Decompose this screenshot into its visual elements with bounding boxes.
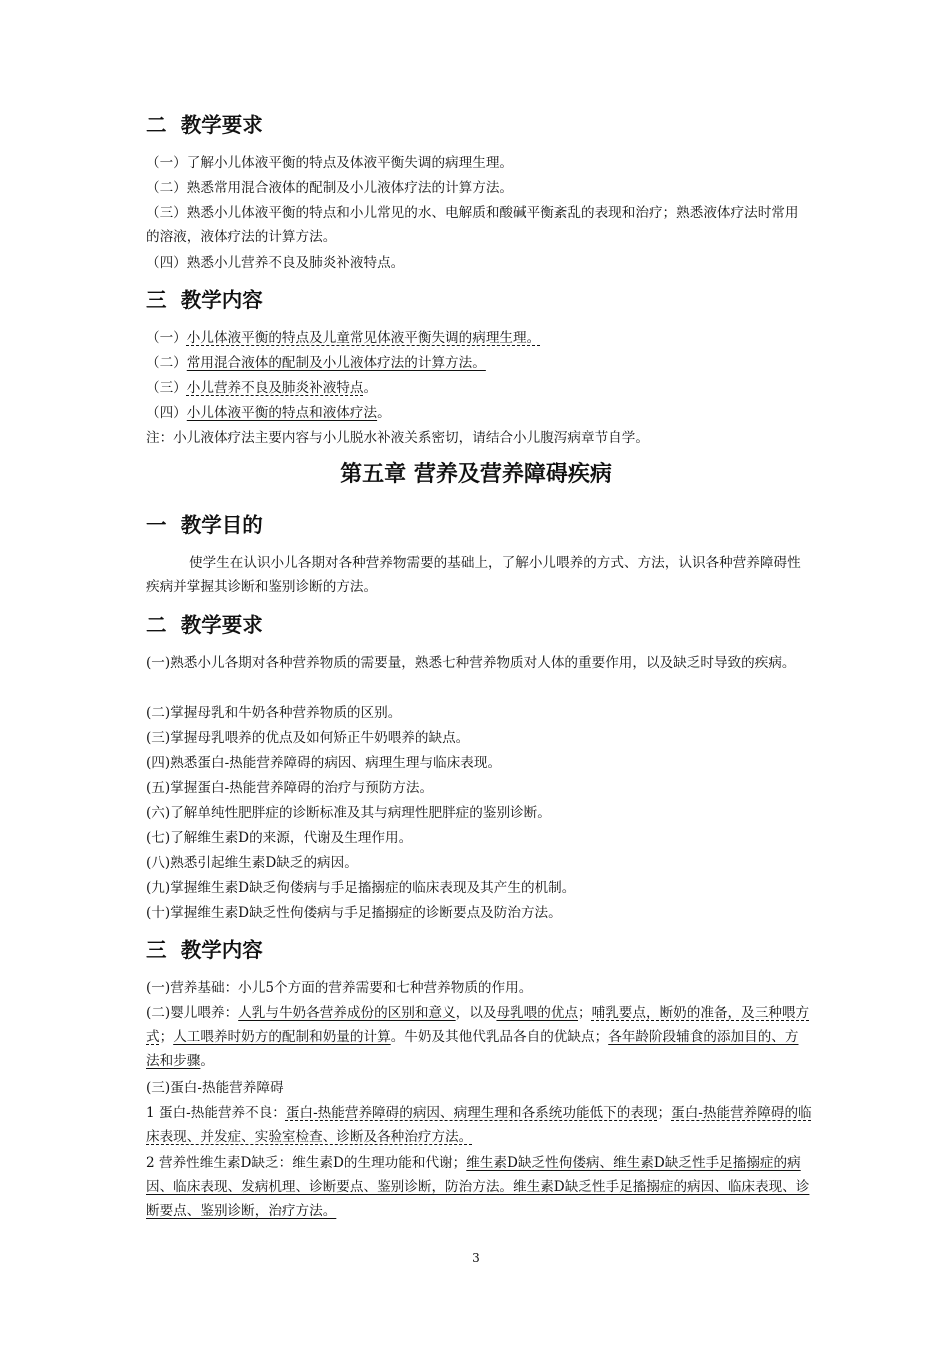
list-item: （一）小儿体液平衡的特点及儿童常见体液平衡失调的病理生理。 xyxy=(146,330,541,346)
list-item: (八)熟悉引起维生素D缺乏的病因。 xyxy=(146,855,358,871)
page-number: 3 xyxy=(472,1251,480,1265)
list-item: （三）小儿营养不良及肺炎补液特点。 xyxy=(146,380,378,396)
list-item: 2 营养性维生素D缺乏：维生素D的生理功能和代谢；维生素D缺乏性佝偻病、维生素D缺乏性手足搐搦症的病因、临床表现、发病机理、诊断要点、鉴别诊断，防治方法。维生素D缺乏性手足搐搦症的病因、临床表现、诊断要点、鉴别诊断，治疗方法。 xyxy=(146,1155,810,1219)
list-item: （二）熟悉常用混合液体的配制及小儿液体疗法的计算方法。 xyxy=(146,180,514,196)
list-item: （二）常用混合液体的配制及小儿液体疗法的计算方法。 xyxy=(146,355,486,371)
list-item: (一)熟悉小儿各期对各种营养物质的需要量，熟悉七种营养物质对人体的重要作用，以及缺乏时导致的疾病。 xyxy=(146,655,796,671)
chapter-title: 第五章 营养及营养障碍疾病 xyxy=(340,462,612,487)
section-heading-requirements: 二 教学要求 xyxy=(146,613,263,637)
list-item: （三）熟悉小儿体液平衡的特点和小儿常见的水、电解质和酸碱平衡紊乱的表现和治疗；熟悉液体疗法时常用的溶液，液体疗法的计算方法。 xyxy=(146,205,799,245)
list-item: （四）熟悉小儿营养不良及肺炎补液特点。 xyxy=(146,255,405,271)
list-item: (二)掌握母乳和牛奶各种营养物质的区别。 xyxy=(146,705,402,721)
list-item: (五)掌握蛋白-热能营养障碍的治疗与预防方法。 xyxy=(146,780,434,796)
list-item: (九)掌握维生素D缺乏佝偻病与手足搐搦症的临床表现及其产生的机制。 xyxy=(146,880,576,896)
note: 注：小儿液体疗法主要内容与小儿脱水补液关系密切，请结合小儿腹泻病章节自学。 xyxy=(146,430,649,446)
list-item: (十)掌握维生素D缺乏性佝偻病与手足搐搦症的诊断要点及防治方法。 xyxy=(146,905,562,921)
list-item: （一）了解小儿体液平衡的特点及体液平衡失调的病理生理。 xyxy=(146,155,514,171)
list-item: (二)婴儿喂养：人乳与牛奶各营养成份的区别和意义，以及母乳喂的优点；哺乳要点，断奶的准备，及三种喂方式；人工喂养时奶方的配制和奶量的计算。牛奶及其他代乳品各自的优缺点；各年龄阶段辅食的添加目的、方法和步骤。 xyxy=(146,1005,810,1069)
section-heading-objective: 一 教学目的 xyxy=(146,513,263,537)
objective-paragraph: 使学生在认识小儿各期对各种营养物需要的基础上，了解小儿喂养的方式、方法，认识各种营养障碍性疾病并掌握其诊断和鉴别诊断的方法。 xyxy=(146,555,801,595)
list-item: (一)营养基础：小儿5个方面的营养需要和七种营养物质的作用。 xyxy=(146,980,533,996)
section-heading-requirements: 二 教学要求 xyxy=(146,113,263,137)
list-item: （四）小儿体液平衡的特点和液体疗法。 xyxy=(146,405,391,421)
list-item: (七)了解维生素D的来源，代谢及生理作用。 xyxy=(146,830,413,846)
list-item: 1 蛋白-热能营养不良：蛋白-热能营养障碍的病因、病理生理和各系统功能低下的表现；蛋白-热能营养障碍的临床表现、并发症、实验室检查、诊断及各种治疗方法。 xyxy=(146,1105,812,1145)
list-item: (六)了解单纯性肥胖症的诊断标准及其与病理性肥胖症的鉴别诊断。 xyxy=(146,805,551,821)
list-item: (四)熟悉蛋白-热能营养障碍的病因、病理生理与临床表现。 xyxy=(146,755,502,771)
section-heading-content: 三 教学内容 xyxy=(146,938,263,962)
list-item: (三)蛋白-热能营养障碍 xyxy=(146,1080,284,1096)
section-heading-content: 三 教学内容 xyxy=(146,288,263,312)
list-item: (三)掌握母乳喂养的优点及如何矫正牛奶喂养的缺点。 xyxy=(146,730,470,746)
